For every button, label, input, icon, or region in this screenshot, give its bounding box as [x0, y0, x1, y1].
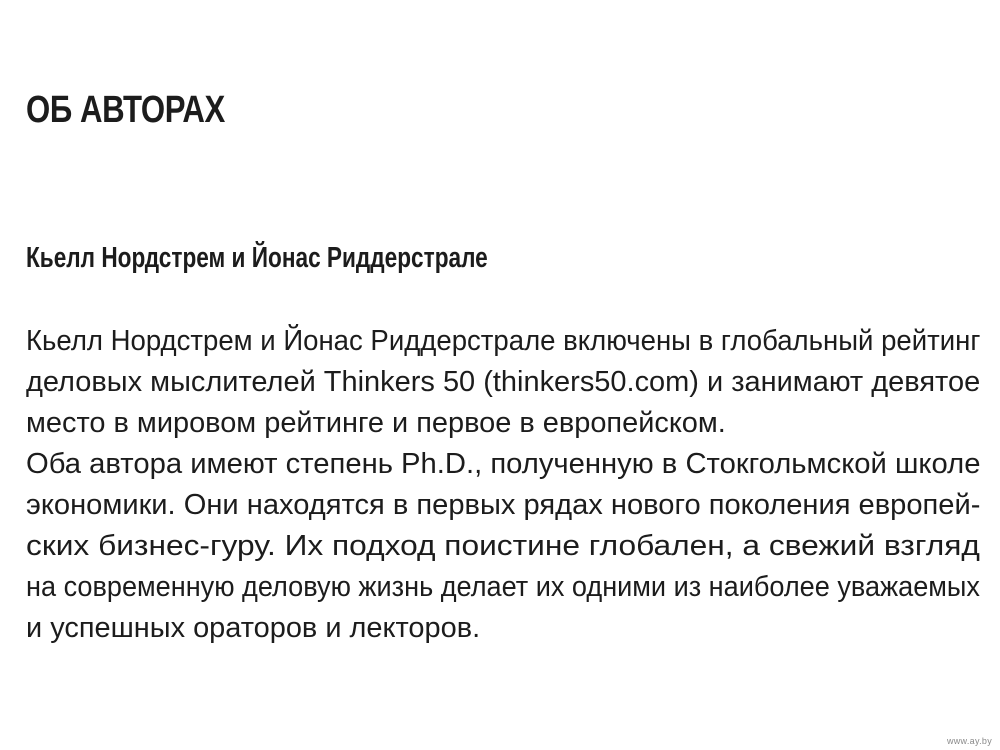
bio-line: ских бизнес-гуру. Их подход поистине глобален, а свежий взгляд [26, 530, 980, 562]
bio-line: деловых мыслителей Thinkers 50 (thinkers50.com) и занимают девятое [26, 366, 981, 398]
bio-line: на современную деловую жизнь делает их одними из наиболее уважаемых [26, 571, 980, 603]
author-heading: Кьелл Нордстрем и Йонас Риддерстрале [26, 242, 488, 274]
bio-line: Кьелл Нордстрем и Йонас Риддерстрале включены в глобальный рейтинг [26, 325, 981, 357]
bio-line: Оба автора имеют степень Ph.D., полученную в Стокгольмской школе [26, 448, 981, 480]
bio-line: экономики. Они находятся в первых рядах нового поколения европей- [26, 489, 981, 521]
page-title: ОБ АВТОРАХ [26, 89, 225, 131]
bio-line: и успешных ораторов и лекторов. [26, 612, 481, 644]
bio-line: место в мировом рейтинге и первое в европейском. [26, 407, 726, 439]
author-bio [26, 321, 1000, 649]
watermark-text: www.ay.by [946, 736, 992, 746]
